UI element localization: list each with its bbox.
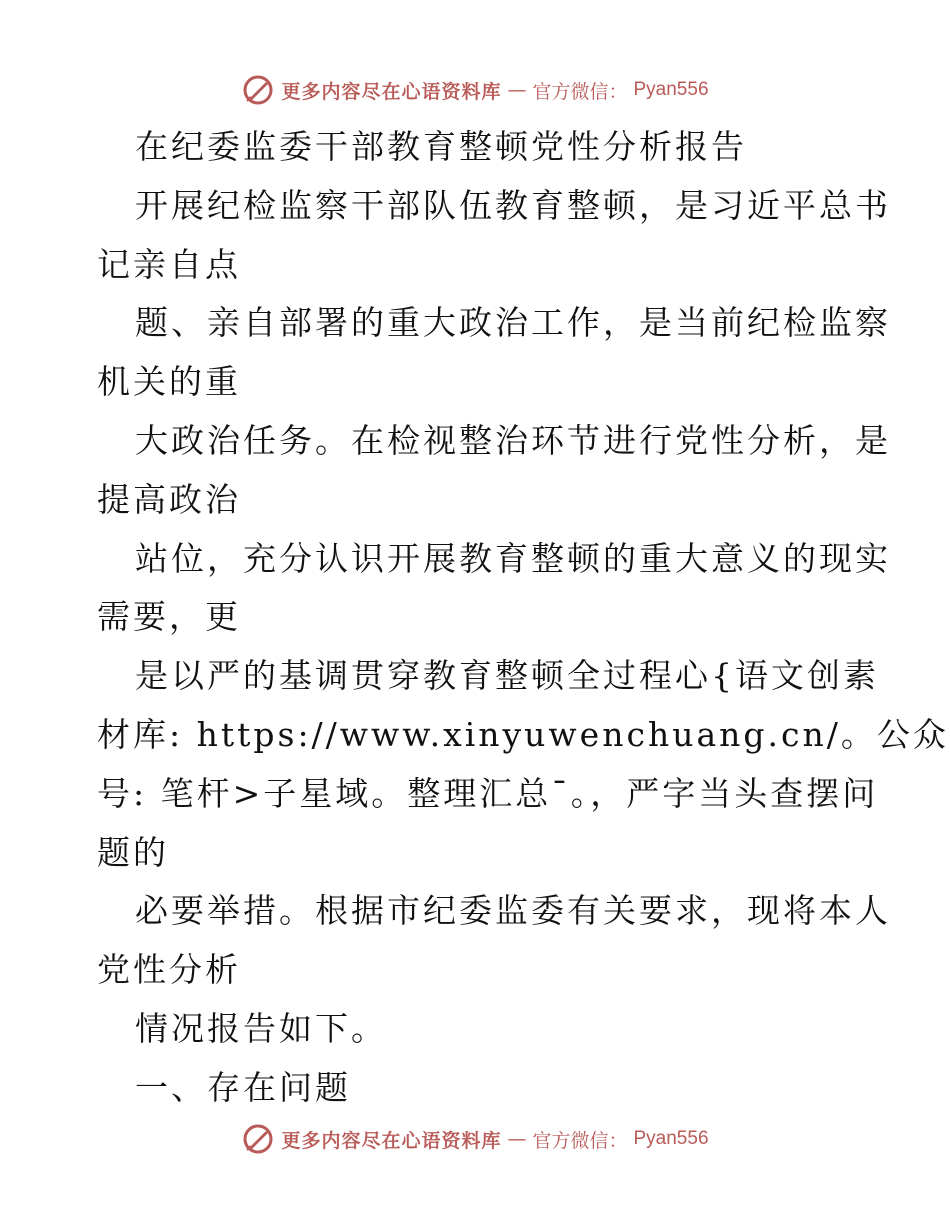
body-line: 题的 bbox=[97, 832, 169, 872]
document-body bbox=[97, 118, 949, 1118]
watermark-official: 官方微信： bbox=[532, 80, 628, 103]
body-line: 在纪委监委干部教育整顿党性分析报告 bbox=[135, 127, 747, 166]
quill-logo-icon bbox=[241, 73, 275, 107]
watermark-official: 官方微信： bbox=[532, 1129, 628, 1152]
watermark-separator: — bbox=[507, 79, 527, 101]
body-line: 是以严的基调贯穿教育整顿全过程心{语文创素 bbox=[135, 656, 879, 696]
watermark-handle: Pyan556 bbox=[633, 79, 709, 100]
watermark-text: 更多内容尽在心语资料库 bbox=[281, 1129, 502, 1152]
body-line: 大政治任务。在检视整治环节进行党性分析，是 bbox=[135, 420, 891, 460]
body-line: 号: 笔杆>子星域。整理汇总¯。，严字当头查摆问 bbox=[97, 773, 879, 813]
watermark-footer bbox=[0, 1119, 950, 1159]
body-line: 情况报告如下。 bbox=[135, 1008, 387, 1048]
body-line: 党性分析 bbox=[97, 950, 241, 990]
watermark-separator: — bbox=[507, 1128, 527, 1150]
body-line: 材库: https://www.xinyuwenchuang.cn/。公众 bbox=[97, 714, 949, 754]
body-line: 一、存在问题 bbox=[135, 1067, 351, 1107]
watermark-header bbox=[0, 70, 950, 110]
watermark-text: 更多内容尽在心语资料库 bbox=[281, 80, 502, 103]
body-line: 机关的重 bbox=[97, 362, 241, 402]
body-line: 题、亲自部署的重大政治工作，是当前纪检监察 bbox=[135, 303, 891, 343]
body-line: 站位，充分认识开展教育整顿的重大意义的现实 bbox=[135, 538, 891, 578]
body-line: 提高政治 bbox=[97, 479, 241, 519]
quill-logo-icon bbox=[241, 1122, 275, 1156]
body-line: 需要，更 bbox=[97, 597, 241, 637]
body-line: 记亲自点 bbox=[97, 244, 241, 284]
watermark-handle: Pyan556 bbox=[633, 1128, 709, 1149]
body-line: 必要举措。根据市纪委监委有关要求，现将本人 bbox=[135, 891, 891, 931]
body-line: 开展纪检监察干部队伍教育整顿，是习近平总书 bbox=[135, 185, 891, 225]
